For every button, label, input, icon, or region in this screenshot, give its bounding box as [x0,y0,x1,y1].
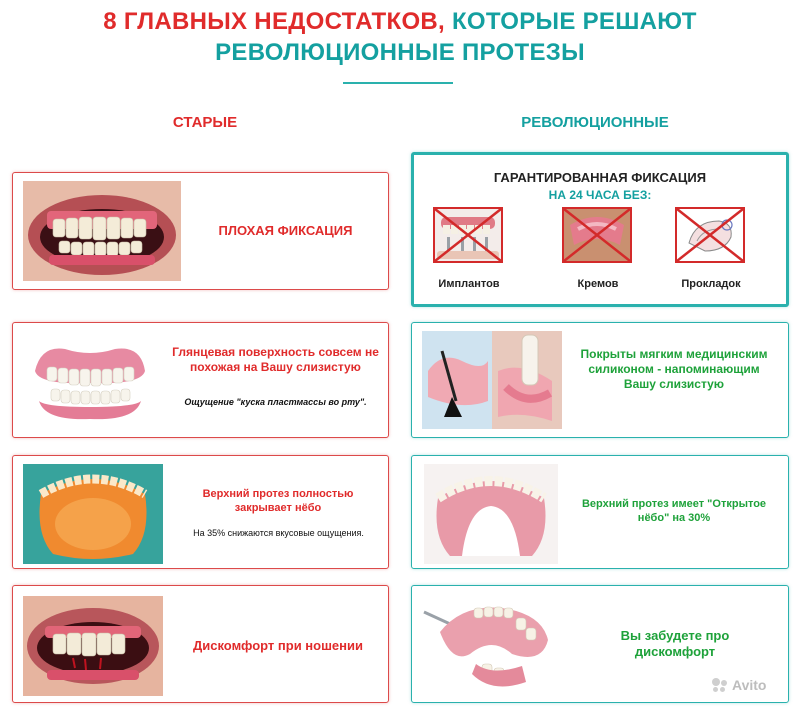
old-card-fixation [12,172,389,290]
old-card-glossy-text: Глянцевая поверхность совсем не похожая на Вашу слизистую [172,345,379,374]
new-card-open-palate-text: Верхний протез имеет "Открытое нёбо" на 30% [581,498,767,524]
title-line-1 [0,6,800,37]
creams-crossed-icon [562,207,632,263]
title-red-part: 8 ГЛАВНЫХ НЕДОСТАТКОВ, [103,8,446,35]
old-card-glossy-note: Ощущение "куска пластмассы во рту". [184,397,367,407]
implants-label: Имплантов [438,278,500,290]
column-header-new: РЕВОЛЮЦИОННЫЕ [521,114,669,131]
irritated-gums-photo [23,596,163,696]
silicone-photo [422,331,562,429]
title-underline [343,82,453,84]
new-card-open-palate [411,455,789,569]
page-title [0,6,800,68]
open-palate-photo [424,464,558,564]
title-teal-part: КОТОРЫЕ РЕШАЮТ [451,8,697,35]
old-card-discomfort [12,585,389,703]
new-card-silicone-text: Покрыты мягким медицинским силиконом - напоминающим Вашу слизистую [580,347,768,391]
title-line-2: РЕВОЛЮЦИОННЫЕ ПРОТЕЗЫ [215,39,585,66]
teeth-photo [23,181,181,281]
creams-label: Кремов [577,278,619,290]
guarantee-subtitle: НА 24 ЧАСА БЕЗ: [548,188,652,202]
flexible-denture-photo [422,594,562,694]
old-card-discomfort-text: Дискомфорт при ношении [192,638,363,653]
avito-logo-icon [712,678,728,692]
new-card-no-discomfort-text: Вы забудете про дискомфорт [620,628,730,660]
old-card-palate [12,455,389,569]
implants-crossed-icon [433,207,503,263]
new-card-silicone [411,322,789,438]
pads-crossed-icon [675,207,745,263]
old-card-fixation-text: ПЛОХАЯ ФИКСАЦИЯ [218,223,353,238]
full-palate-photo [23,464,163,564]
new-card-fixation [411,152,789,307]
avito-watermark-text: Avito [732,677,767,693]
avito-watermark [712,677,766,693]
old-card-palate-text: Верхний протез полностью закрывает нёбо [202,488,354,514]
old-card-palate-note: На 35% снижаются вкусовые ощущения. [193,528,364,538]
column-header-old: СТАРЫЕ [172,114,238,131]
denture-photo [25,331,155,429]
old-card-glossy [12,322,389,438]
pads-label: Прокладок [681,278,741,290]
guarantee-title: ГАРАНТИРОВАННАЯ ФИКСАЦИЯ [493,170,707,185]
